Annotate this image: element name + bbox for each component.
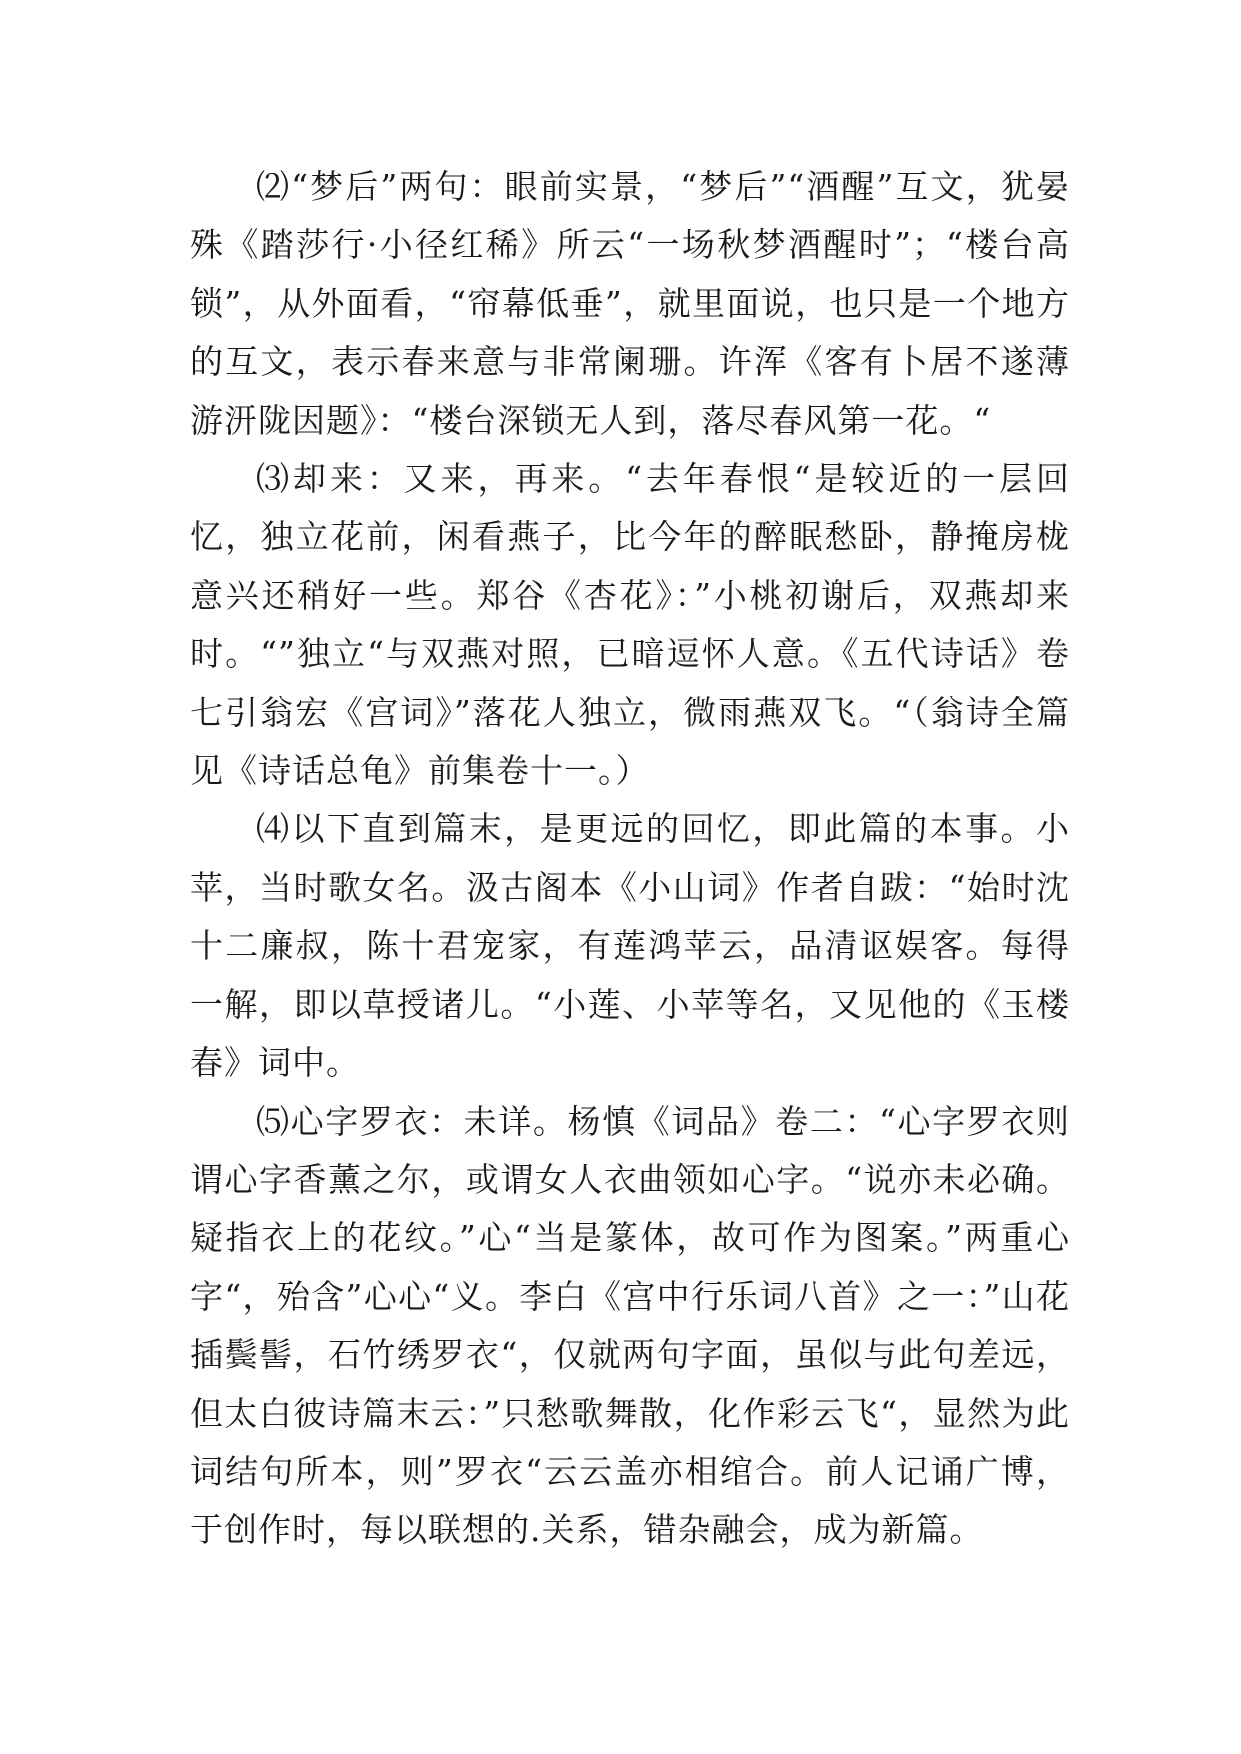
note-paragraph-4: ⑷以下直到篇末，是更远的回忆，即此篇的本事。小苹，当时歌女名。汲古阁本《小山词》作者自跋：“始时沈十二廉叔，陈十君宠家，有莲鸿苹云，品清讴娱客。每得一解，即以草授诸儿。“小莲、小苹等名，又见他的《玉楼春》词中。	[190, 809, 1070, 1083]
note-paragraph-2: ⑵“梦后”两句：眼前实景，“梦后”“酒醒”互文，犹晏殊《踏莎行·小径红稀》所云“一场秋梦酒醒时”；“楼台高锁”，从外面看，“帘幕低垂”，就里面说，也只是一个地方的互文，表示春来意与非常阑珊。许浑《客有卜居不遂薄游汧陇因题》：“楼台深锁无人到，落尽春风第一花。“	[190, 167, 1070, 440]
note-paragraph-3: ⑶却来：又来，再来。“去年春恨“是较近的一层回忆，独立花前，闲看燕子，比今年的醉眠愁卧，静掩房栊意兴还稍好一些。郑谷《杏花》：”小桃初谢后，双燕却来时。“”独立“与双燕对照，已暗逗怀人意。《五代诗话》卷七引翁宏《宫词》”落花人独立，微雨燕双飞。“（翁诗全篇见《诗话总龟》前集卷十一。）	[190, 459, 1070, 791]
note-paragraph-5: ⑸心字罗衣：未详。杨慎《词品》卷二：“心字罗衣则谓心字香薰之尔，或谓女人衣曲领如心字。“说亦未必确。疑指衣上的花纹。”心“当是篆体，故可作为图案。”两重心字“，殆含”心心“义。李白《宫中行乐词八首》之一：”山花插鬓髻，石竹绣罗衣“，仅就两句字面，虽似与此句差远，但太白彼诗篇末云：”只愁歌舞散，化作彩云飞“，显然为此词结句所本，则”罗衣“云云盖亦相绾合。前人记诵广博，于创作时，每以联想的.关系，错杂融会，成为新篇。	[190, 1101, 1070, 1550]
annotation-text	[190, 158, 1070, 1560]
